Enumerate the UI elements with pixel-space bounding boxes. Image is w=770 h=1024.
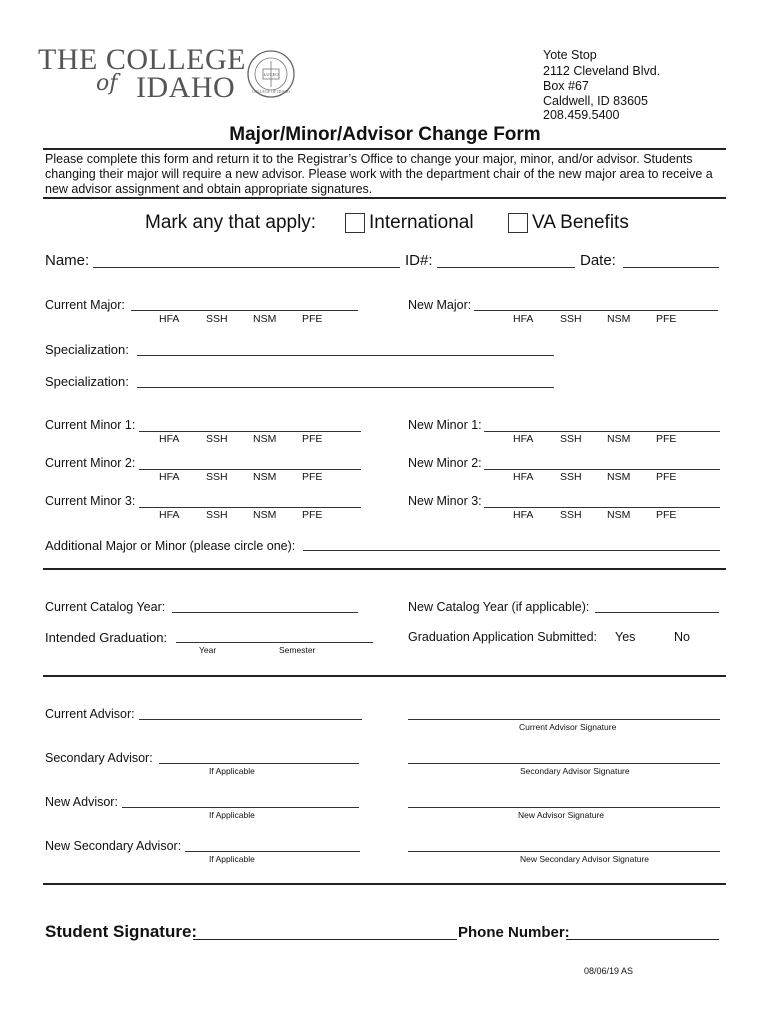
phone-number-field[interactable] (566, 939, 719, 940)
section-rule (43, 883, 726, 885)
if-applicable-caption: If Applicable (209, 854, 255, 864)
specialization-field[interactable] (137, 387, 554, 388)
if-applicable-caption: If Applicable (209, 766, 255, 776)
secondary-advisor-field[interactable] (159, 763, 359, 764)
specialization-label: Specialization: (45, 374, 129, 389)
logo-of: of (96, 71, 118, 96)
area-option[interactable]: NSM (607, 313, 631, 325)
area-option[interactable]: PFE (656, 509, 677, 521)
new-catalog-label: New Catalog Year (if applicable): (408, 600, 590, 614)
area-option[interactable]: HFA (159, 313, 180, 325)
secondary-advisor-label: Secondary Advisor: (45, 751, 153, 765)
new-minor-field[interactable] (484, 507, 720, 508)
name-label: Name: (45, 252, 90, 269)
college-logo (38, 45, 300, 103)
section-rule (43, 675, 726, 677)
area-option[interactable]: NSM (253, 313, 277, 325)
address-line: Caldwell, ID 83605 (543, 94, 648, 108)
address-line: Yote Stop (543, 48, 597, 62)
new-secondary-advisor-field[interactable] (185, 851, 360, 852)
logo-line1: THE COLLEGE (38, 43, 246, 76)
area-option[interactable]: NSM (607, 433, 631, 445)
specialization-field[interactable] (137, 355, 554, 356)
id-field[interactable] (437, 267, 575, 268)
minor-areas-row (0, 433, 770, 447)
area-option[interactable]: PFE (302, 313, 323, 325)
new-secondary-advisor-signature-caption: New Secondary Advisor Signature (520, 854, 649, 864)
intended-graduation-label: Intended Graduation: (45, 630, 168, 645)
date-field[interactable] (623, 267, 719, 268)
area-option[interactable]: HFA (513, 433, 534, 445)
logo-line2: IDAHO (136, 71, 236, 104)
va-benefits-label: VA Benefits (532, 212, 629, 233)
graduation-semester-caption: Semester (279, 645, 316, 655)
current-minor-field[interactable] (139, 431, 361, 432)
area-option[interactable]: HFA (159, 471, 180, 483)
area-option[interactable]: PFE (656, 433, 677, 445)
grad-app-yes-option[interactable]: Yes (615, 630, 636, 644)
area-option[interactable]: HFA (159, 433, 180, 445)
current-minor-field[interactable] (139, 507, 361, 508)
additional-label (45, 537, 295, 555)
international-checkbox[interactable] (345, 213, 365, 233)
area-option[interactable]: HFA (513, 313, 534, 325)
date-label: Date: (580, 252, 616, 269)
new-advisor-signature-caption: New Advisor Signature (518, 810, 604, 820)
intended-graduation-field[interactable] (176, 642, 373, 643)
section-rule (43, 568, 726, 570)
phone-number-label: Phone Number: (458, 924, 570, 941)
current-minor-field[interactable] (139, 469, 361, 470)
current-advisor-signature-caption: Current Advisor Signature (519, 722, 617, 732)
address-line: Box #67 (543, 79, 589, 93)
new-major-label: New Major: (408, 298, 472, 312)
address-line: 2112 Cleveland Blvd. (543, 64, 661, 78)
area-option[interactable]: SSH (206, 313, 228, 325)
current-minor-label: Current Minor 1: (45, 418, 136, 432)
new-minor-label: New Minor 1: (408, 418, 482, 432)
new-advisor-field[interactable] (122, 807, 359, 808)
area-option[interactable]: NSM (607, 471, 631, 483)
new-minor-field[interactable] (484, 469, 720, 470)
new-catalog-field[interactable] (595, 612, 719, 613)
area-option[interactable]: SSH (560, 313, 582, 325)
current-advisor-label: Current Advisor: (45, 707, 135, 721)
area-option[interactable]: NSM (253, 471, 277, 483)
international-label: International (369, 212, 474, 233)
minor-areas-row (0, 471, 770, 485)
area-option[interactable]: HFA (159, 509, 180, 521)
additional-field[interactable] (303, 550, 720, 551)
additional-label-part: Additional (45, 538, 103, 553)
va-benefits-checkbox[interactable] (508, 213, 528, 233)
area-option[interactable]: PFE (302, 509, 323, 521)
id-label: ID#: (405, 252, 433, 269)
student-signature-label: Student Signature: (45, 922, 198, 941)
area-option[interactable]: PFE (302, 471, 323, 483)
secondary-advisor-signature-caption: Secondary Advisor Signature (520, 766, 630, 776)
new-minor-label: New Minor 2: (408, 456, 482, 470)
current-minor-label: Current Minor 2: (45, 456, 136, 470)
seal-text: COLLEGE OF IDAHO (251, 89, 291, 94)
new-major-field[interactable] (474, 310, 718, 311)
area-option[interactable]: SSH (560, 433, 582, 445)
grad-app-no-option[interactable]: No (674, 630, 690, 644)
area-option[interactable]: NSM (253, 509, 277, 521)
college-seal-icon (246, 49, 296, 99)
area-option[interactable]: PFE (302, 433, 323, 445)
additional-label-part: Major or Minor (please circle one): (102, 539, 296, 553)
area-option[interactable]: SSH (560, 509, 582, 521)
area-option[interactable]: PFE (656, 471, 677, 483)
area-option[interactable]: SSH (206, 471, 228, 483)
new-advisor-label: New Advisor: (45, 795, 118, 809)
mark-label: Mark any that apply: (145, 212, 317, 233)
current-advisor-field[interactable] (139, 719, 362, 720)
intro-line: Please complete this form and return it to the Registrar’s Office to change your major, minor, and/or advisor. Students (45, 152, 693, 166)
current-minor-label: Current Minor 3: (45, 494, 136, 508)
intro-line: changing their major will require a new advisor. Please work with the department chair of the new major area to receive a (45, 167, 713, 181)
current-advisor-signature-field[interactable] (408, 719, 720, 720)
new-minor-label: New Minor 3: (408, 494, 482, 508)
intro-rule (43, 197, 726, 199)
current-catalog-field[interactable] (172, 612, 358, 613)
graduation-year-caption: Year (199, 645, 217, 655)
student-signature-field[interactable] (193, 939, 457, 940)
grad-app-submitted-label: Graduation Application Submitted: (408, 630, 598, 644)
name-field[interactable] (93, 267, 400, 268)
page-title: Major/Minor/Advisor Change Form (229, 124, 541, 145)
intro-line: new advisor assignment and obtain appropriate signatures. (45, 182, 373, 196)
area-option[interactable]: HFA (513, 471, 534, 483)
new-secondary-advisor-label: New Secondary Advisor: (45, 839, 182, 853)
new-major-areas (0, 313, 770, 327)
specialization-label: Specialization: (45, 342, 129, 357)
secondary-advisor-signature-field[interactable] (408, 763, 720, 764)
seal-motto: LUCEO (263, 72, 279, 77)
current-major-field[interactable] (131, 310, 358, 311)
area-option[interactable]: SSH (206, 509, 228, 521)
new-secondary-advisor-signature-field[interactable] (408, 851, 720, 852)
current-major-label: Current Major: (45, 298, 125, 312)
form-version: 08/06/19 AS (584, 966, 634, 976)
title-rule (43, 148, 726, 150)
area-option[interactable]: SSH (206, 433, 228, 445)
new-advisor-signature-field[interactable] (408, 807, 720, 808)
address-line: 208.459.5400 (543, 108, 620, 122)
current-catalog-label: Current Catalog Year: (45, 600, 166, 614)
minor-areas-row (0, 509, 770, 523)
area-option[interactable]: NSM (607, 509, 631, 521)
area-option[interactable]: SSH (560, 471, 582, 483)
area-option[interactable]: PFE (656, 313, 677, 325)
new-minor-field[interactable] (484, 431, 720, 432)
area-option[interactable]: NSM (253, 433, 277, 445)
area-option[interactable]: HFA (513, 509, 534, 521)
if-applicable-caption: If Applicable (209, 810, 255, 820)
